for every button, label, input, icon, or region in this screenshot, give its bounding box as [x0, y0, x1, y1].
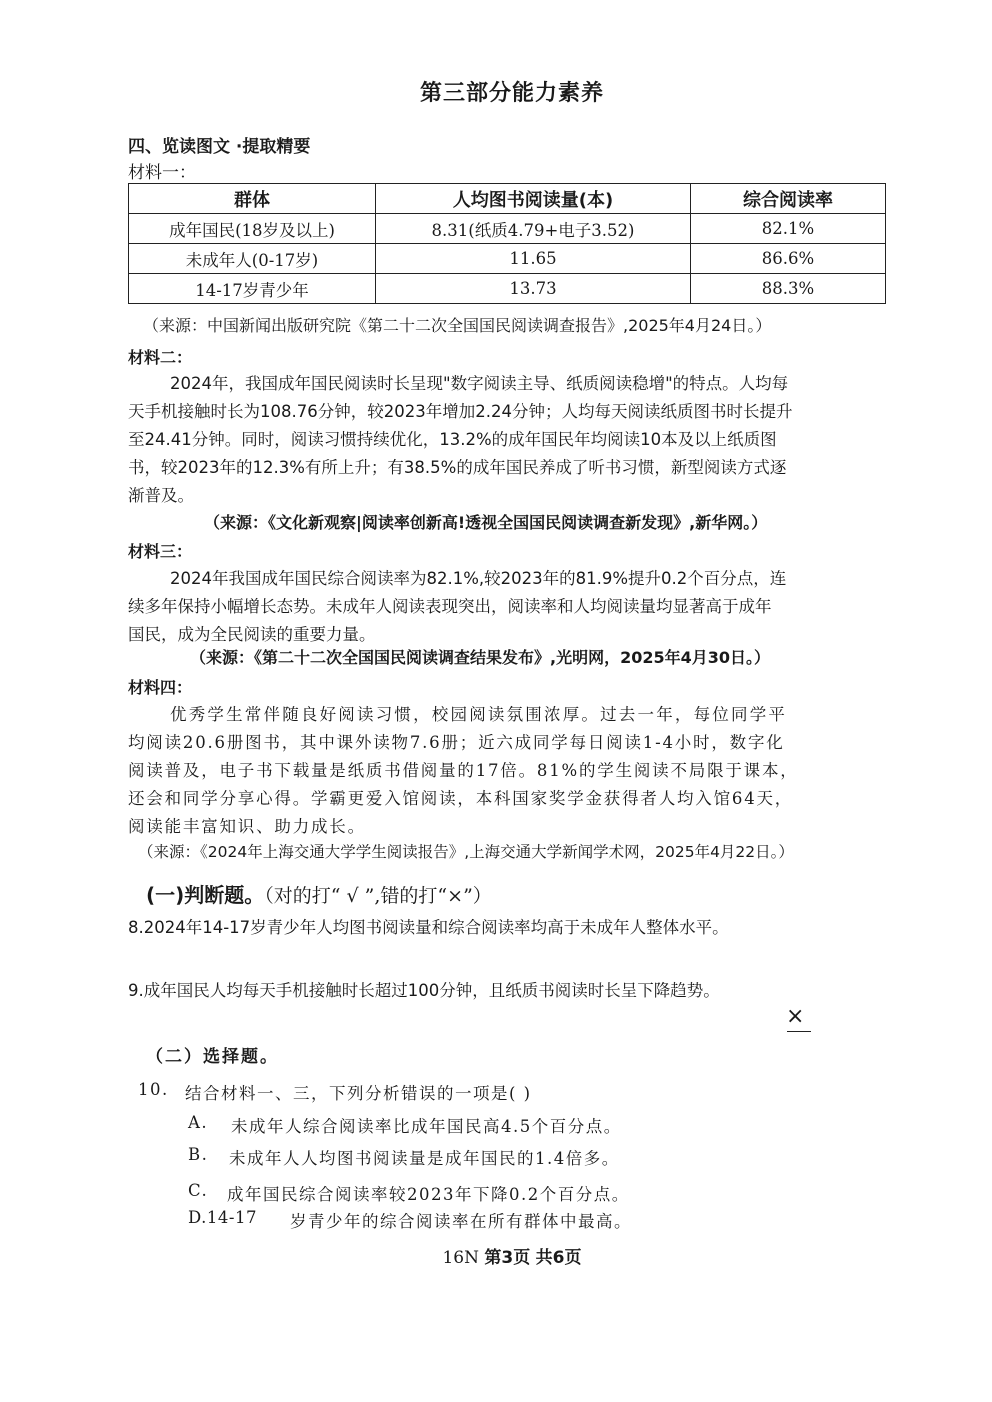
footer-code: 16N — [442, 1248, 479, 1268]
material1-label: 材料一： — [128, 163, 196, 183]
material3-line: 续多年保持小幅增长态势。未成年人阅读表现突出，阅读率和人均阅读量均显著高于成年 — [128, 597, 772, 616]
material4-label: 材料四： — [128, 678, 193, 697]
table-header-cell: 群体 — [129, 184, 376, 214]
material4-line: 还会和同学分享心得。学霸更爱入馆阅读，本科国家奖学金获得者人均入馆64天， — [128, 789, 794, 808]
table-header-row — [129, 184, 886, 214]
material2-line: 天手机接触时长为108.76分钟，较2023年增加2.24分钟；人均每天阅读纸质图书时长提升 — [128, 402, 793, 421]
reading-data-table — [128, 183, 886, 304]
answer-underline — [787, 1031, 811, 1032]
material3-label: 材料三： — [128, 542, 193, 561]
option-c-letter: C. — [188, 1181, 209, 1200]
material1-source: （来源：中国新闻出版研究院《第二十二次全国国民阅读调查报告》,2025年4月24日。） — [143, 316, 772, 335]
question-10-stem: 结合材料一、三，下列分析错误的一项是( ) — [185, 1084, 532, 1103]
material2-line: 书，较2023年的12.3%有所上升；有38.5%的成年国民养成了听书习惯，新型阅读方式逐 — [128, 458, 787, 477]
table-cell: 14-17岁青少年 — [129, 274, 376, 304]
option-c-text: 成年国民综合阅读率较2023年下降0.2个百分点。 — [227, 1185, 630, 1204]
table-cell: 11.65 — [376, 244, 691, 274]
material3-source: （来源：《第二十二次全国国民阅读调查结果发布》,光明网，2025年4月30日。） — [190, 648, 771, 667]
footer-page-total: 共6页 — [535, 1248, 582, 1268]
choice-section-heading: （二）选择题。 — [146, 1047, 279, 1067]
material2-line: 至24.41分钟。同时，阅读习惯持续优化，13.2%的成年国民年均阅读10本及以上纸质图 — [128, 430, 777, 449]
page-title: 第三部分能力素养 — [419, 81, 604, 106]
question-8: 8.2024年14-17岁青少年人均图书阅读量和综合阅读率均高于未成年人整体水平。 — [128, 918, 729, 937]
option-d-text: 岁青少年的综合阅读率在所有群体中最高。 — [290, 1212, 632, 1231]
material4-line: 阅读普及，电子书下载量是纸质书借阅量的17倍。81%的学生阅读不局限于课本， — [128, 761, 799, 780]
table-cell: 成年国民(18岁及以上) — [129, 214, 376, 244]
option-a-letter: A. — [188, 1113, 209, 1132]
table-cell: 82.1% — [691, 214, 886, 244]
option-a-text: 未成年人综合阅读率比成年国民高4.5个百分点。 — [231, 1117, 622, 1136]
table-row — [129, 214, 886, 244]
judge-heading-title: (一)判断题。 — [146, 883, 265, 907]
table-row — [129, 274, 886, 304]
option-b-text: 未成年人人均图书阅读量是成年国民的1.4倍多。 — [229, 1149, 620, 1168]
table-cell: 86.6% — [691, 244, 886, 274]
material2-source: （来源：《文化新观察|阅读率创新高!透视全国国民阅读调查新发现》,新华网。） — [204, 513, 768, 532]
material4-line: 均阅读20.6册图书，其中课外读物7.6册；近六成同学每日阅读1-4小时，数字化 — [128, 733, 785, 752]
table-row — [129, 244, 886, 274]
option-b-letter: B. — [188, 1145, 209, 1164]
material4-source: （来源：《2024年上海交通大学学生阅读报告》,上海交通大学新闻学术网，2025年4月22日。） — [138, 843, 794, 861]
table-header-cell: 综合阅读率 — [691, 184, 886, 214]
material4-line: 阅读能丰富知识、助力成长。 — [128, 817, 366, 836]
question-9: 9.成年国民人均每天手机接触时长超过100分钟，且纸质书阅读时长呈下降趋势。 — [128, 981, 720, 1000]
judge-heading-note: （对的打“ √ ”,错的打“×”） — [264, 885, 492, 907]
judge-section-heading — [146, 879, 492, 908]
table-cell: 13.73 — [376, 274, 691, 304]
material3-line: 国民，成为全民阅读的重要力量。 — [128, 625, 376, 644]
question-9-answer-mark: × — [786, 1004, 805, 1029]
table-cell: 8.31(纸质4.79+电子3.52) — [376, 214, 691, 244]
material4-line: 优秀学生常伴随良好阅读习惯，校园阅读氛围浓厚。过去一年，每位同学平 — [170, 705, 788, 724]
option-d-letter: D.14-17 — [188, 1208, 257, 1227]
table-cell: 未成年人(0-17岁) — [129, 244, 376, 274]
question-10-number: 10. — [138, 1080, 169, 1099]
footer-page-number: 第3页 — [484, 1248, 531, 1268]
material2-label: 材料二： — [128, 348, 193, 367]
table-header-cell: 人均图书阅读量(本) — [376, 184, 691, 214]
material2-line: 2024年，我国成年国民阅读时长呈现"数字阅读主导、纸质阅读稳增"的特点。人均每 — [170, 374, 789, 393]
material3-line: 2024年我国成年国民综合阅读率为82.1%,较2023年的81.9%提升0.2个百分点，连 — [170, 569, 787, 588]
page-footer — [0, 1243, 992, 1268]
section-heading: 四、览读图文 ·提取精要 — [128, 137, 311, 157]
table-cell: 88.3% — [691, 274, 886, 304]
material2-line: 渐普及。 — [128, 486, 194, 505]
